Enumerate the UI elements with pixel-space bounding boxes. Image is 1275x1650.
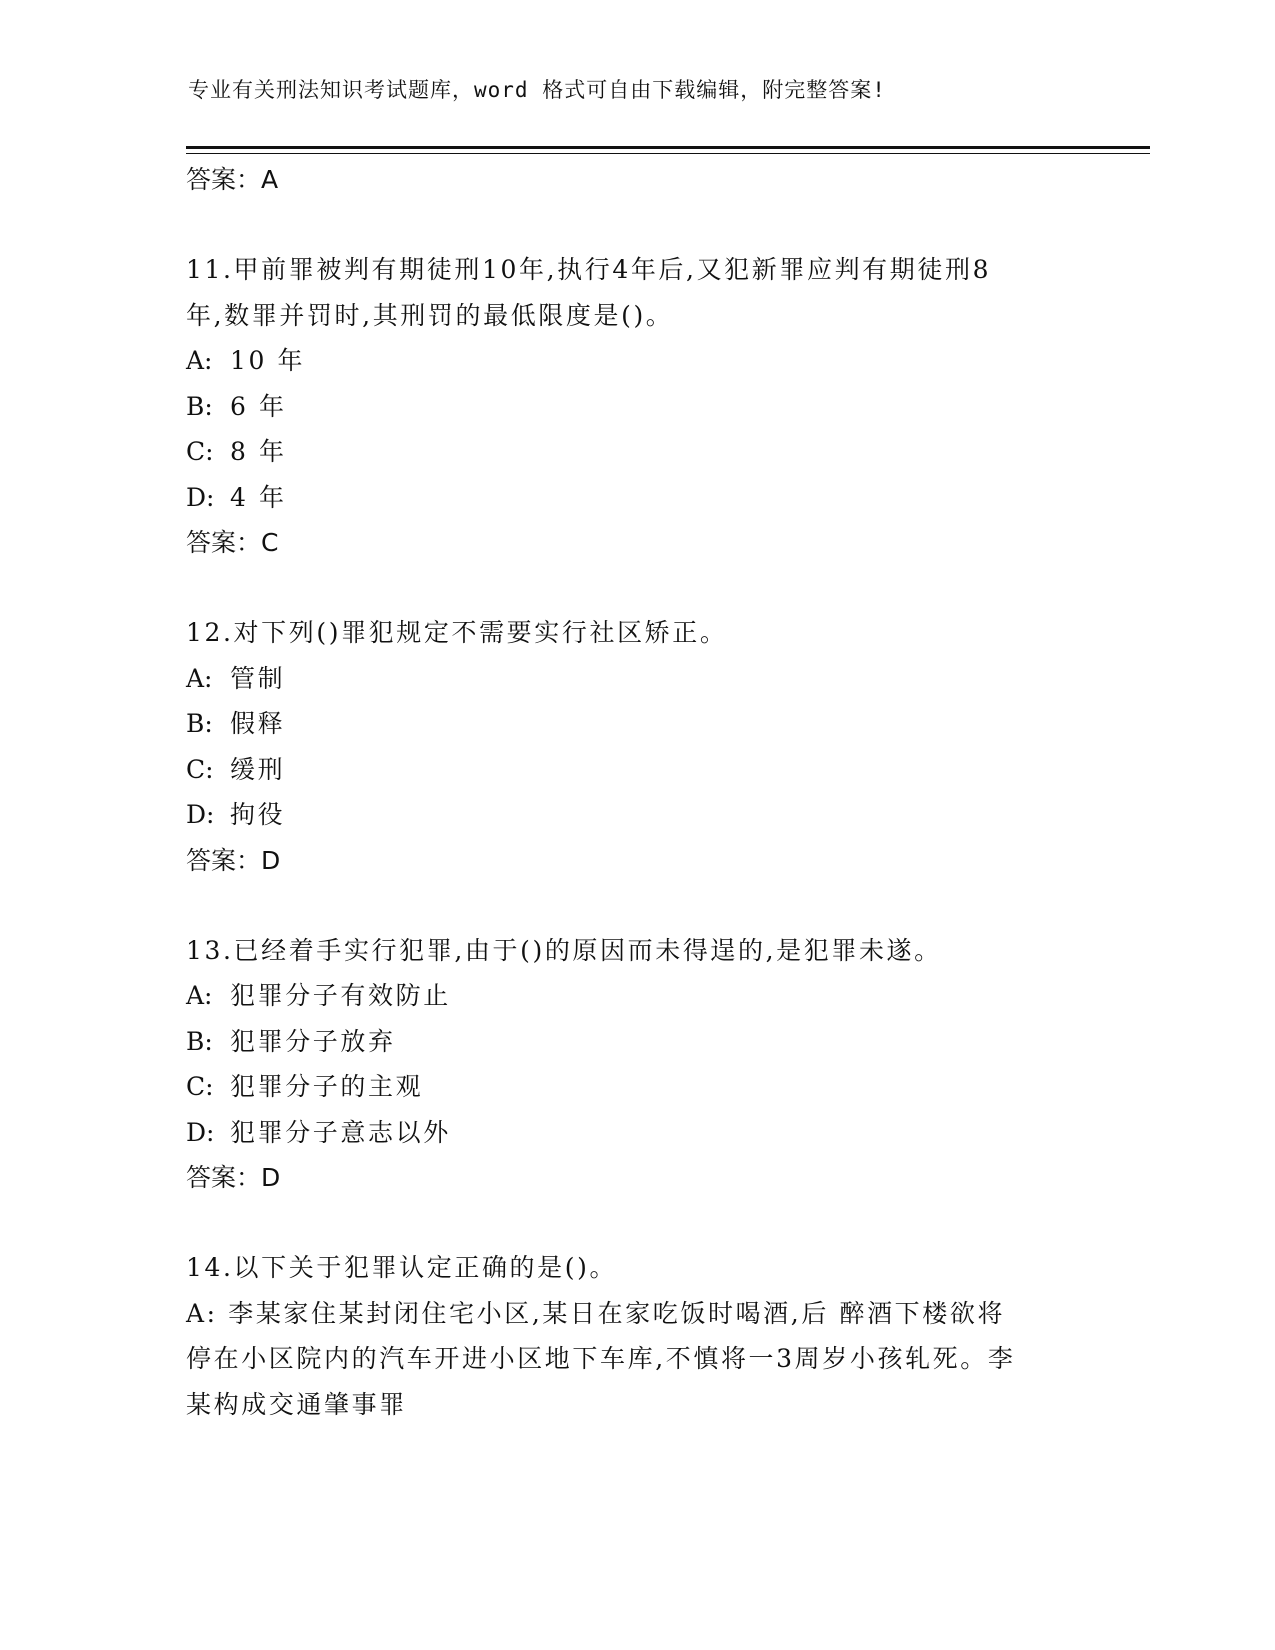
option-letter: B: (186, 709, 213, 738)
option-letter: D: (186, 482, 215, 512)
option-text: 管制 (230, 663, 286, 693)
option-d (186, 1110, 1086, 1156)
option-letter: D: (186, 800, 215, 829)
question-13 (186, 928, 1086, 1202)
question-list (186, 157, 1086, 1427)
option-letter: A: (186, 346, 213, 375)
option-letter: C: (186, 754, 214, 784)
option-letter: C: (186, 437, 214, 466)
option-c (186, 429, 1086, 475)
answer-line: 答案：D (186, 1163, 281, 1192)
option-text: 犯罪分子放弃 (230, 1026, 396, 1056)
option-a-line: 停在小区院内的汽车开进小区地下车库,不慎将一3周岁小孩轧死。李 (186, 1344, 1016, 1373)
question-text-line: 11.甲前罪被判有期徒刑10年,执行4年后,又犯新罪应判有期徒刑8 (186, 255, 992, 284)
option-b (186, 1019, 1086, 1065)
option-text: 犯罪分子有效防止 (230, 981, 451, 1010)
option-b (186, 384, 1086, 430)
option-letter: B: (186, 1026, 213, 1056)
option-a (186, 656, 1086, 702)
option-d (186, 792, 1086, 838)
page-header: 专业有关刑法知识考试题库，word 格式可自由下载编辑，附完整答案! (188, 78, 886, 102)
option-c (186, 1064, 1086, 1110)
option-text: 6 年 (230, 391, 287, 421)
option-a (186, 973, 1086, 1019)
answer-line: 答案：A (186, 165, 279, 194)
question-12 (186, 610, 1086, 884)
question-14 (186, 1245, 1086, 1427)
option-c (186, 747, 1086, 793)
option-text: 10 年 (230, 346, 306, 375)
option-text: 8 年 (230, 437, 287, 466)
header-rule-thin (186, 153, 1150, 154)
question-text-line: 13.已经着手实行犯罪,由于()的原因而未得逞的,是犯罪未遂。 (186, 935, 942, 965)
option-letter: B: (186, 391, 213, 421)
option-a-line: A: 李某家住某封闭住宅小区,某日在家吃饭时喝酒,后 醉酒下楼欲将 (186, 1298, 1006, 1328)
option-b (186, 701, 1086, 747)
answer-line: 答案：D (186, 845, 281, 875)
option-text: 犯罪分子意志以外 (230, 1117, 451, 1147)
question-text-line: 14.以下关于犯罪认定正确的是()。 (186, 1253, 618, 1282)
option-d (186, 475, 1086, 521)
option-letter: A: (186, 663, 213, 693)
option-text: 犯罪分子的主观 (230, 1072, 424, 1101)
option-a (186, 338, 1086, 384)
question-text-line: 年,数罪并罚时,其刑罚的最低限度是()。 (186, 300, 674, 330)
option-text: 4 年 (230, 482, 287, 512)
header-rule-thick (186, 146, 1150, 149)
option-text: 拘役 (230, 800, 286, 829)
question-text-line: 12.对下列()罪犯规定不需要实行社区矫正。 (186, 618, 728, 647)
option-letter: A: (186, 981, 213, 1010)
option-text: 缓刑 (230, 754, 286, 784)
answer-line: 答案：C (186, 528, 279, 557)
option-text: 假释 (230, 709, 286, 738)
question-11 (186, 247, 1086, 566)
option-a-line: 某构成交通肇事罪 (186, 1389, 407, 1419)
option-letter: D: (186, 1117, 215, 1147)
option-letter: C: (186, 1072, 214, 1101)
